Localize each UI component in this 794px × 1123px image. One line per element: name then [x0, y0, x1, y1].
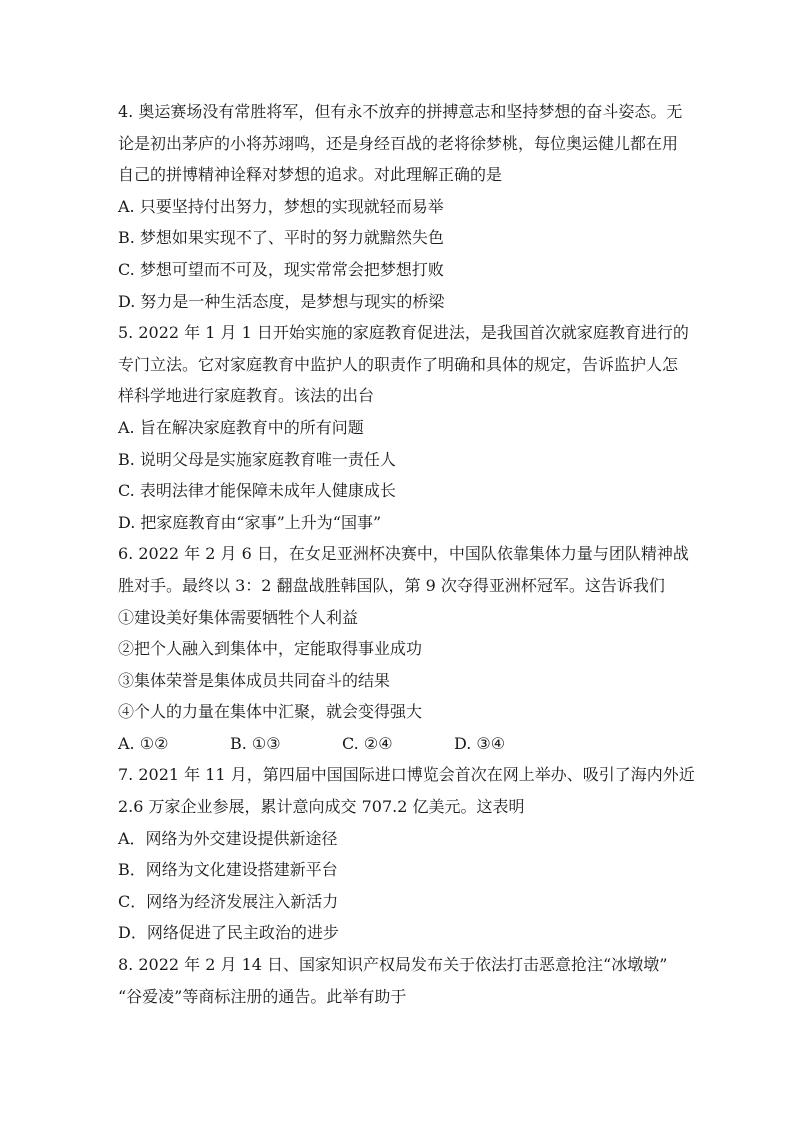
question-stem-line: 6. 2022 年 2 月 6 日，在女足亚洲杯决赛中，中国队依靠集体力量与团队精神战: [118, 544, 689, 564]
question-5: [118, 317, 689, 538]
question-8: [118, 949, 678, 1012]
choice-d: D. ③④: [454, 733, 506, 753]
option-c: C. 梦想可望而不可及，现实常常会把梦想打败: [118, 259, 444, 279]
exam-page: [118, 96, 695, 1012]
option-a: A．网络为外交建设提供新途径: [118, 828, 338, 848]
question-stem-line: 样科学地进行家庭教育。该法的出台: [118, 386, 375, 406]
question-stem-line: 论是初出茅庐的小将苏翊鸣，还是身经百战的老将徐梦桃，每位奥运健儿都在用: [118, 133, 679, 153]
question-stem-line: 4. 奥运赛场没有常胜将军，但有永不放弃的拼搏意志和坚持梦想的奋斗姿态。无: [118, 102, 683, 121]
question-stem-line: 5. 2022 年 1 月 1 日开始实施的家庭教育促进法，是我国首次就家庭教育进行的: [118, 323, 689, 343]
question-7: [118, 759, 695, 949]
option-b: B. 梦想如果实现不了、平时的努力就黯然失色: [118, 228, 444, 248]
question-stem-line: 专门立法。它对家庭教育中监护人的职责作了明确和具体的规定，告诉监护人怎: [118, 354, 679, 374]
question-stem-line: “谷爱凌”等商标注册的通告。此举有助于: [118, 986, 407, 1006]
question-6: [118, 538, 689, 759]
question-stem-line: 自己的拼博精神诠释对梦想的追求。对此理解正确的是: [118, 165, 503, 185]
choice-c: C. ②④: [342, 733, 393, 753]
option-d: D．网络促进了民主政治的进步: [118, 923, 339, 943]
choices-row: [118, 728, 678, 760]
question-4: [118, 96, 683, 317]
option-c: C．网络为经济发展注入新活力: [118, 891, 339, 911]
option-d: D. 把家庭教育由“家事”上升为“国事”: [118, 512, 382, 532]
option-d: D. 努力是一种生活态度，是梦想与现实的桥梁: [118, 291, 445, 311]
question-stem-line: 8. 2022 年 2 月 14 日、国家知识产权局发布关于依法打击恶意抢注“冰墩墩”: [118, 955, 668, 975]
question-stem-line: 胜对手。最终以 3：2 翻盘战胜韩国队，第 9 次夺得亚洲杯冠军。这告诉我们: [118, 575, 665, 595]
option-a: A. 旨在解决家庭教育中的所有问题: [118, 417, 364, 437]
choice-a: A. ①②: [118, 733, 169, 753]
statement-3: ③集体荣誉是集体成员共同奋斗的结果: [118, 670, 391, 690]
option-c: C. 表明法律才能保障未成年人健康成长: [118, 481, 396, 501]
choice-b: B. ①③: [230, 733, 281, 753]
statement-1: ①建设美好集体需要牺牲个人利益: [118, 607, 359, 627]
question-stem-line: 7. 2021 年 11 月，第四届中国国际进口博览会首次在网上举办、吸引了海内外近: [118, 765, 695, 785]
option-b: B．网络为文化建设搭建新平台: [118, 860, 338, 880]
question-stem-line: 2.6 万家企业参展，累计意向成交 707.2 亿美元。这表明: [118, 797, 525, 817]
statement-2: ②把个人融入到集体中，定能取得事业成功: [118, 639, 423, 659]
option-a: A. 只要坚持付出努力，梦想的实现就轻而易举: [118, 196, 444, 216]
statement-4: ④个人的力量在集体中汇聚，就会变得强大: [118, 702, 423, 722]
option-b: B. 说明父母是实施家庭教育唯一责任人: [118, 449, 396, 469]
